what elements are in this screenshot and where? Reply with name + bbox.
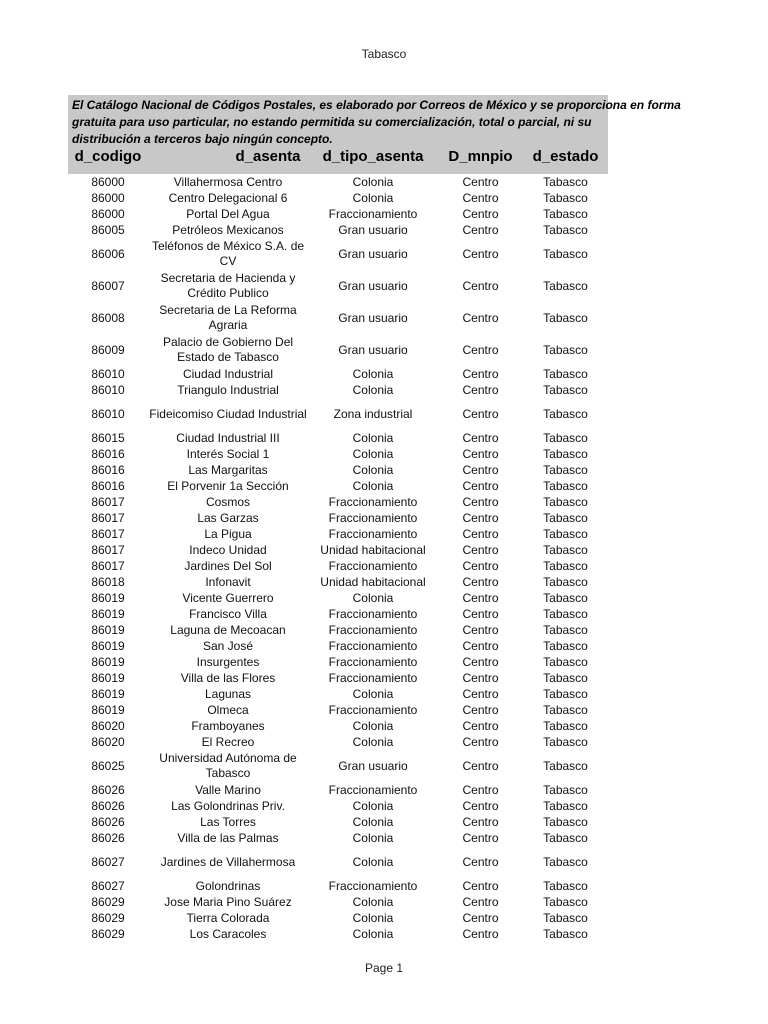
cell-d-codigo: 86017 (91, 558, 125, 573)
cell-d-asenta: Villa de las Palmas (177, 830, 279, 845)
cell-d-asenta: Tierra Colorada (186, 910, 270, 925)
cell-d-tipo-asenta: Gran usuario (338, 758, 408, 773)
cell-d-codigo: 86000 (91, 190, 125, 205)
cell-d-mnpio: Centro (462, 910, 499, 925)
table-row (68, 430, 608, 446)
cell-d-estado: Tabasco (543, 574, 588, 589)
table-row (68, 670, 608, 686)
table-row (68, 910, 608, 926)
table-row (68, 398, 608, 430)
cell-d-tipo-asenta: Unidad habitacional (320, 574, 426, 589)
cell-d-mnpio: Centro (462, 590, 499, 605)
cell-d-mnpio: Centro (462, 526, 499, 541)
table-row (68, 782, 608, 798)
cell-d-asenta: Framboyanes (191, 718, 265, 733)
cell-d-tipo-asenta: Gran usuario (338, 278, 408, 293)
cell-d-asenta: Palacio de Gobierno Del Estado de Tabasco (162, 335, 294, 364)
cell-d-asenta: La Pigua (204, 526, 252, 541)
cell-d-estado: Tabasco (543, 446, 588, 461)
table-row (68, 526, 608, 542)
cell-d-tipo-asenta: Fraccionamiento (328, 878, 418, 893)
cell-d-asenta: Universidad Autónoma de Tabasco (159, 751, 297, 780)
cell-d-codigo: 86009 (91, 342, 125, 357)
cell-d-asenta: Jardines Del Sol (184, 558, 272, 573)
cell-d-tipo-asenta: Gran usuario (338, 246, 408, 261)
cell-d-codigo: 86025 (91, 758, 125, 773)
cell-d-estado: Tabasco (543, 342, 588, 357)
cell-d-codigo: 86019 (91, 654, 125, 669)
cell-d-mnpio: Centro (462, 446, 499, 461)
cell-d-asenta: Interés Social 1 (186, 446, 270, 461)
cell-d-asenta: Secretaria de Hacienda y Crédito Publico (160, 271, 296, 300)
cell-d-codigo: 86007 (91, 278, 125, 293)
cell-d-mnpio: Centro (462, 206, 499, 221)
cell-d-asenta: Indeco Unidad (189, 542, 267, 557)
table-row (68, 574, 608, 590)
table-row (68, 302, 608, 334)
cell-d-codigo: 86017 (91, 526, 125, 541)
cell-d-mnpio: Centro (462, 686, 499, 701)
cell-d-tipo-asenta: Fraccionamiento (328, 606, 418, 621)
cell-d-mnpio: Centro (462, 278, 499, 293)
cell-d-estado: Tabasco (543, 638, 588, 653)
cell-d-estado: Tabasco (543, 670, 588, 685)
cell-d-codigo: 86026 (91, 814, 125, 829)
table-row (68, 846, 608, 878)
cell-d-estado: Tabasco (543, 622, 588, 637)
header-d-estado: d_estado (532, 148, 599, 165)
cell-d-asenta: Golondrinas (195, 878, 261, 893)
cell-d-codigo: 86010 (91, 366, 125, 381)
cell-d-tipo-asenta: Fraccionamiento (328, 510, 418, 525)
cell-d-asenta: Portal Del Agua (186, 206, 270, 221)
table-row (68, 894, 608, 910)
cell-d-tipo-asenta: Colonia (352, 718, 394, 733)
cell-d-tipo-asenta: Colonia (352, 894, 394, 909)
cell-d-mnpio: Centro (462, 798, 499, 813)
cell-d-mnpio: Centro (462, 462, 499, 477)
cell-d-tipo-asenta: Gran usuario (338, 342, 408, 357)
table-row (68, 798, 608, 814)
cell-d-estado: Tabasco (543, 654, 588, 669)
cell-d-asenta: Los Caracoles (189, 926, 267, 941)
cell-d-tipo-asenta: Gran usuario (338, 222, 408, 237)
cell-d-estado: Tabasco (543, 702, 588, 717)
cell-d-codigo: 86019 (91, 590, 125, 605)
cell-d-mnpio: Centro (462, 782, 499, 797)
table-row (68, 654, 608, 670)
cell-d-asenta: Las Torres (200, 814, 256, 829)
cell-d-asenta: Francisco Villa (189, 606, 267, 621)
cell-d-mnpio: Centro (462, 510, 499, 525)
cell-d-tipo-asenta: Fraccionamiento (328, 558, 418, 573)
cell-d-tipo-asenta: Colonia (352, 798, 394, 813)
cell-d-estado: Tabasco (543, 190, 588, 205)
cell-d-codigo: 86017 (91, 542, 125, 557)
cell-d-estado: Tabasco (543, 926, 588, 941)
cell-d-asenta: Lagunas (204, 686, 252, 701)
page-title: Tabasco (361, 47, 407, 61)
cell-d-asenta: Triangulo Industrial (177, 382, 279, 397)
cell-d-codigo: 86016 (91, 462, 125, 477)
cell-d-asenta: San José (202, 638, 254, 653)
cell-d-asenta: Infonavit (205, 574, 251, 589)
cell-d-estado: Tabasco (543, 246, 588, 261)
table-row (68, 238, 608, 270)
table-row (68, 814, 608, 830)
cell-d-codigo: 86019 (91, 702, 125, 717)
cell-d-estado: Tabasco (543, 478, 588, 493)
cell-d-asenta: Teléfonos de México S.A. de CV (151, 239, 305, 268)
table-header (68, 146, 608, 174)
cell-d-tipo-asenta: Fraccionamiento (328, 494, 418, 509)
cell-d-asenta: Villahermosa Centro (173, 174, 283, 189)
table-row (68, 638, 608, 654)
cell-d-mnpio: Centro (462, 174, 499, 189)
table-row (68, 462, 608, 478)
cell-d-mnpio: Centro (462, 190, 499, 205)
cell-d-asenta: Ciudad Industrial (182, 366, 274, 381)
cell-d-mnpio: Centro (462, 814, 499, 829)
cell-d-tipo-asenta: Colonia (352, 686, 394, 701)
cell-d-mnpio: Centro (462, 494, 499, 509)
cell-d-tipo-asenta: Colonia (352, 734, 394, 749)
table-row (68, 718, 608, 734)
cell-d-codigo: 86016 (91, 478, 125, 493)
cell-d-codigo: 86000 (91, 206, 125, 221)
cell-d-estado: Tabasco (543, 222, 588, 237)
cell-d-tipo-asenta: Gran usuario (338, 310, 408, 325)
cell-d-estado: Tabasco (543, 278, 588, 293)
table-row (68, 366, 608, 382)
table-row (68, 334, 608, 366)
cell-d-asenta: Las Margaritas (188, 462, 268, 477)
cell-d-tipo-asenta: Colonia (352, 590, 394, 605)
cell-d-tipo-asenta: Colonia (352, 190, 394, 205)
cell-d-mnpio: Centro (462, 894, 499, 909)
table-row (68, 830, 608, 846)
cell-d-codigo: 86019 (91, 606, 125, 621)
cell-d-tipo-asenta: Colonia (352, 926, 394, 941)
table-row (68, 702, 608, 718)
cell-d-estado: Tabasco (543, 606, 588, 621)
cell-d-mnpio: Centro (462, 878, 499, 893)
table-row (68, 174, 608, 190)
table-body (68, 174, 608, 942)
table-row (68, 878, 608, 894)
header-d-codigo: d_codigo (74, 148, 142, 165)
cell-d-mnpio: Centro (462, 366, 499, 381)
cell-d-asenta: Ciudad Industrial III (176, 430, 280, 445)
cell-d-asenta: Secretaria de La Reforma Agraria (159, 303, 297, 332)
cell-d-mnpio: Centro (462, 574, 499, 589)
cell-d-codigo: 86026 (91, 830, 125, 845)
cell-d-codigo: 86017 (91, 510, 125, 525)
table-row (68, 590, 608, 606)
cell-d-codigo: 86029 (91, 894, 125, 909)
cell-d-mnpio: Centro (462, 246, 499, 261)
cell-d-mnpio: Centro (462, 222, 499, 237)
cell-d-mnpio: Centro (462, 430, 499, 445)
cell-d-estado: Tabasco (543, 734, 588, 749)
cell-d-estado: Tabasco (543, 686, 588, 701)
cell-d-codigo: 86018 (91, 574, 125, 589)
catalog-notice (68, 95, 681, 146)
notice-text: El Catálogo Nacional de Códigos Postales, es elaborado por Correos de México y se proporciona en forma gratuita para uso particular, no estando permitida su comercialización, total o parcial, ni su distribución a terceros bajo ningún concepto. (72, 98, 681, 146)
cell-d-tipo-asenta: Colonia (352, 366, 394, 381)
cell-d-asenta: Petróleos Mexicanos (172, 222, 284, 237)
cell-d-tipo-asenta: Fraccionamiento (328, 206, 418, 221)
cell-d-tipo-asenta: Fraccionamiento (328, 782, 418, 797)
cell-d-codigo: 86005 (91, 222, 125, 237)
cell-d-codigo: 86000 (91, 174, 125, 189)
cell-d-mnpio: Centro (462, 926, 499, 941)
table-row (68, 382, 608, 398)
cell-d-codigo: 86027 (91, 854, 125, 869)
cell-d-tipo-asenta: Colonia (352, 430, 394, 445)
cell-d-estado: Tabasco (543, 878, 588, 893)
cell-d-estado: Tabasco (543, 558, 588, 573)
cell-d-estado: Tabasco (543, 462, 588, 477)
cell-d-tipo-asenta: Fraccionamiento (328, 526, 418, 541)
cell-d-codigo: 86010 (91, 406, 125, 421)
cell-d-asenta: Villa de las Flores (180, 670, 276, 685)
cell-d-asenta: Olmeca (207, 702, 249, 717)
header-d-asenta: d_asenta (235, 148, 301, 165)
cell-d-asenta: Valle Marino (195, 782, 261, 797)
cell-d-mnpio: Centro (462, 734, 499, 749)
cell-d-codigo: 86026 (91, 798, 125, 813)
cell-d-asenta: Jardines de Villahermosa (160, 854, 296, 869)
cell-d-estado: Tabasco (543, 814, 588, 829)
cell-d-tipo-asenta: Unidad habitacional (320, 542, 426, 557)
cell-d-tipo-asenta: Colonia (352, 814, 394, 829)
cell-d-estado: Tabasco (543, 406, 588, 421)
table-row (68, 622, 608, 638)
cell-d-estado: Tabasco (543, 430, 588, 445)
cell-d-codigo: 86020 (91, 734, 125, 749)
cell-d-asenta: Vicente Guerrero (182, 590, 274, 605)
cell-d-codigo: 86029 (91, 910, 125, 925)
cell-d-codigo: 86019 (91, 638, 125, 653)
cell-d-tipo-asenta: Colonia (352, 854, 394, 869)
cell-d-estado: Tabasco (543, 174, 588, 189)
cell-d-estado: Tabasco (543, 830, 588, 845)
cell-d-tipo-asenta: Colonia (352, 382, 394, 397)
cell-d-mnpio: Centro (462, 478, 499, 493)
cell-d-estado: Tabasco (543, 782, 588, 797)
cell-d-codigo: 86010 (91, 382, 125, 397)
cell-d-asenta: Centro Delegacional 6 (168, 190, 288, 205)
table-row (68, 190, 608, 206)
cell-d-mnpio: Centro (462, 406, 499, 421)
cell-d-mnpio: Centro (462, 758, 499, 773)
cell-d-asenta: El Porvenir 1a Sección (167, 478, 289, 493)
cell-d-tipo-asenta: Zona industrial (333, 406, 413, 421)
cell-d-tipo-asenta: Colonia (352, 462, 394, 477)
cell-d-codigo: 86019 (91, 670, 125, 685)
table-row (68, 270, 608, 302)
cell-d-estado: Tabasco (543, 206, 588, 221)
cell-d-codigo: 86008 (91, 310, 125, 325)
cell-d-estado: Tabasco (543, 542, 588, 557)
table-row (68, 750, 608, 782)
cell-d-codigo: 86020 (91, 718, 125, 733)
table-row (68, 542, 608, 558)
cell-d-estado: Tabasco (543, 894, 588, 909)
cell-d-codigo: 86029 (91, 926, 125, 941)
cell-d-mnpio: Centro (462, 382, 499, 397)
cell-d-estado: Tabasco (543, 718, 588, 733)
table-row (68, 606, 608, 622)
cell-d-tipo-asenta: Colonia (352, 830, 394, 845)
cell-d-tipo-asenta: Colonia (352, 478, 394, 493)
cell-d-estado: Tabasco (543, 854, 588, 869)
cell-d-asenta: Las Garzas (197, 510, 259, 525)
table-row (68, 558, 608, 574)
cell-d-asenta: Laguna de Mecoacan (170, 622, 286, 637)
table-row (68, 510, 608, 526)
cell-d-codigo: 86016 (91, 446, 125, 461)
cell-d-tipo-asenta: Fraccionamiento (328, 670, 418, 685)
cell-d-codigo: 86019 (91, 686, 125, 701)
cell-d-tipo-asenta: Colonia (352, 910, 394, 925)
cell-d-tipo-asenta: Colonia (352, 446, 394, 461)
page-number: Page 1 (364, 961, 404, 975)
cell-d-tipo-asenta: Fraccionamiento (328, 638, 418, 653)
cell-d-mnpio: Centro (462, 542, 499, 557)
cell-d-codigo: 86017 (91, 494, 125, 509)
table-row (68, 734, 608, 750)
cell-d-tipo-asenta: Fraccionamiento (328, 622, 418, 637)
cell-d-mnpio: Centro (462, 638, 499, 653)
cell-d-codigo: 86015 (91, 430, 125, 445)
cell-d-estado: Tabasco (543, 494, 588, 509)
cell-d-asenta: Las Golondrinas Priv. (171, 798, 285, 813)
cell-d-asenta: Fideicomiso Ciudad Industrial (149, 406, 307, 421)
cell-d-mnpio: Centro (462, 310, 499, 325)
cell-d-mnpio: Centro (462, 606, 499, 621)
cell-d-mnpio: Centro (462, 854, 499, 869)
cell-d-codigo: 86006 (91, 246, 125, 261)
cell-d-estado: Tabasco (543, 910, 588, 925)
header-d-tipo-asenta: d_tipo_asenta (322, 148, 424, 165)
cell-d-estado: Tabasco (543, 382, 588, 397)
cell-d-estado: Tabasco (543, 510, 588, 525)
table-row (68, 446, 608, 462)
cell-d-mnpio: Centro (462, 558, 499, 573)
header-d-mnpio: D_mnpio (448, 148, 513, 165)
cell-d-mnpio: Centro (462, 670, 499, 685)
cell-d-asenta: El Recreo (201, 734, 255, 749)
cell-d-codigo: 86019 (91, 622, 125, 637)
table-row (68, 686, 608, 702)
cell-d-codigo: 86026 (91, 782, 125, 797)
cell-d-asenta: Insurgentes (196, 654, 260, 669)
cell-d-estado: Tabasco (543, 526, 588, 541)
cell-d-estado: Tabasco (543, 758, 588, 773)
cell-d-tipo-asenta: Fraccionamiento (328, 702, 418, 717)
table-row (68, 478, 608, 494)
cell-d-mnpio: Centro (462, 702, 499, 717)
cell-d-tipo-asenta: Fraccionamiento (328, 654, 418, 669)
cell-d-estado: Tabasco (543, 310, 588, 325)
table-row (68, 222, 608, 238)
table-row (68, 494, 608, 510)
cell-d-mnpio: Centro (462, 342, 499, 357)
cell-d-mnpio: Centro (462, 718, 499, 733)
cell-d-mnpio: Centro (462, 622, 499, 637)
cell-d-estado: Tabasco (543, 366, 588, 381)
cell-d-codigo: 86027 (91, 878, 125, 893)
cell-d-mnpio: Centro (462, 830, 499, 845)
cell-d-estado: Tabasco (543, 590, 588, 605)
cell-d-asenta: Jose Maria Pino Suárez (164, 894, 292, 909)
table-row (68, 926, 608, 942)
cell-d-asenta: Cosmos (205, 494, 250, 509)
cell-d-mnpio: Centro (462, 654, 499, 669)
cell-d-estado: Tabasco (543, 798, 588, 813)
cell-d-tipo-asenta: Colonia (352, 174, 394, 189)
table-row (68, 206, 608, 222)
